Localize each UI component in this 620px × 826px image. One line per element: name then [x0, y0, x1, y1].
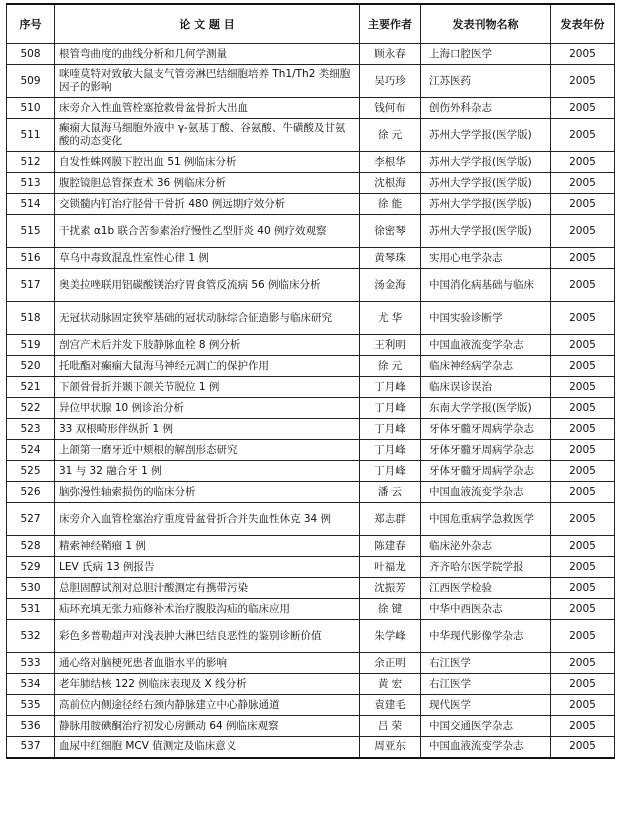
- row-title: 疝环充填无张力疝修补术治疗腹股沟疝的临床应用: [55, 599, 360, 620]
- row-journal: 苏州大学学报(医学版): [421, 194, 551, 215]
- row-year: 2005: [551, 461, 615, 482]
- row-author: 丁月峰: [360, 440, 421, 461]
- row-author: 潘 云: [360, 482, 421, 503]
- row-journal: 临床误诊误治: [421, 377, 551, 398]
- row-title: 根管弯曲度的曲线分析和几何学测量: [55, 44, 360, 65]
- row-id: 519: [7, 335, 55, 356]
- row-year: 2005: [551, 440, 615, 461]
- row-journal: 现代医学: [421, 695, 551, 716]
- row-author: 沈根海: [360, 173, 421, 194]
- row-author: 吴巧珍: [360, 65, 421, 98]
- row-author: 余正明: [360, 653, 421, 674]
- row-journal: 东南大学学报(医学版): [421, 398, 551, 419]
- row-title: 精索神经鞘瘤 1 例: [55, 536, 360, 557]
- row-author: 汤金海: [360, 269, 421, 302]
- row-id: 531: [7, 599, 55, 620]
- row-author: 徐 能: [360, 194, 421, 215]
- row-author: 叶福龙: [360, 557, 421, 578]
- row-author: 李根华: [360, 152, 421, 173]
- row-journal: 牙体牙髓牙周病学杂志: [421, 419, 551, 440]
- row-id: 521: [7, 377, 55, 398]
- table-row: [7, 695, 615, 716]
- row-journal: 齐齐哈尔医学院学报: [421, 557, 551, 578]
- row-title: 癫痫大鼠海马细胞外液中 γ-氨基丁酸、谷氨酸、牛磺酸及甘氨酸的动态变化: [55, 119, 360, 152]
- row-id: 533: [7, 653, 55, 674]
- row-title: 干扰素 α1b 联合苦参素治疗慢性乙型肝炎 40 例疗效观察: [55, 215, 360, 248]
- row-id: 517: [7, 269, 55, 302]
- row-journal: 创伤外科杂志: [421, 98, 551, 119]
- row-year: 2005: [551, 356, 615, 377]
- table-body: [7, 44, 615, 758]
- row-year: 2005: [551, 398, 615, 419]
- table-row: [7, 599, 615, 620]
- row-id: 518: [7, 302, 55, 335]
- row-year: 2005: [551, 536, 615, 557]
- table-row: [7, 152, 615, 173]
- row-title: 通心络对脑梗死患者血脂水平的影响: [55, 653, 360, 674]
- row-year: 2005: [551, 98, 615, 119]
- row-journal: 右江医学: [421, 653, 551, 674]
- row-year: 2005: [551, 482, 615, 503]
- row-year: 2005: [551, 215, 615, 248]
- row-id: 523: [7, 419, 55, 440]
- row-year: 2005: [551, 737, 615, 758]
- row-title: 彩色多普勒超声对浅表肿大淋巴结良恶性的鉴别诊断价值: [55, 620, 360, 653]
- header-author: 主要作者: [360, 4, 421, 44]
- row-year: 2005: [551, 302, 615, 335]
- row-year: 2005: [551, 557, 615, 578]
- row-journal: 江苏医药: [421, 65, 551, 98]
- row-journal: 右江医学: [421, 674, 551, 695]
- table-row: [7, 173, 615, 194]
- row-id: 528: [7, 536, 55, 557]
- row-journal: 中国血液流变学杂志: [421, 335, 551, 356]
- row-title: 老年肺结核 122 例临床表现及 X 线分析: [55, 674, 360, 695]
- table-row: [7, 248, 615, 269]
- row-year: 2005: [551, 377, 615, 398]
- row-title: 咪喹莫特对致敏大鼠支气管旁淋巴结细胞培养 Th1/Th2 类细胞因子的影响: [55, 65, 360, 98]
- row-year: 2005: [551, 335, 615, 356]
- row-journal: 临床泌外杂志: [421, 536, 551, 557]
- row-author: 陈建春: [360, 536, 421, 557]
- row-title: 上颌第一磨牙近中颊根的解剖形态研究: [55, 440, 360, 461]
- row-year: 2005: [551, 599, 615, 620]
- row-year: 2005: [551, 119, 615, 152]
- table-row: [7, 335, 615, 356]
- row-journal: 牙体牙髓牙周病学杂志: [421, 440, 551, 461]
- row-title: 33 双根畸形伴纵折 1 例: [55, 419, 360, 440]
- row-id: 530: [7, 578, 55, 599]
- row-id: 515: [7, 215, 55, 248]
- row-author: 丁月峰: [360, 377, 421, 398]
- row-author: 郑志群: [360, 503, 421, 536]
- row-title: 床旁介入性血管栓塞抢救骨盆骨折大出血: [55, 98, 360, 119]
- row-title: 静脉用胺碘酮治疗初发心房颤动 64 例临床观察: [55, 716, 360, 737]
- row-year: 2005: [551, 695, 615, 716]
- row-id: 513: [7, 173, 55, 194]
- row-id: 520: [7, 356, 55, 377]
- publication-list: [6, 3, 614, 759]
- table-row: [7, 674, 615, 695]
- row-title: 托吡酯对癫痫大鼠海马神经元凋亡的保护作用: [55, 356, 360, 377]
- row-author: 黄琴珠: [360, 248, 421, 269]
- row-title: 自发性蛛网膜下腔出血 51 例临床分析: [55, 152, 360, 173]
- row-id: 512: [7, 152, 55, 173]
- row-id: 537: [7, 737, 55, 758]
- row-title: 高前位内侧途径经右颈内静脉建立中心静脉通道: [55, 695, 360, 716]
- table-row: [7, 578, 615, 599]
- table-row: [7, 65, 615, 98]
- row-id: 526: [7, 482, 55, 503]
- row-journal: 苏州大学学报(医学版): [421, 173, 551, 194]
- publication-table: [6, 3, 615, 759]
- row-author: 徐密琴: [360, 215, 421, 248]
- row-journal: 中国危重病学急救医学: [421, 503, 551, 536]
- row-year: 2005: [551, 674, 615, 695]
- row-author: 吕 荣: [360, 716, 421, 737]
- table-row: [7, 440, 615, 461]
- row-author: 徐 元: [360, 356, 421, 377]
- row-title: 草乌中毒致混乱性室性心律 1 例: [55, 248, 360, 269]
- table-row: [7, 98, 615, 119]
- row-journal: 中国实验诊断学: [421, 302, 551, 335]
- row-journal: 苏州大学学报(医学版): [421, 152, 551, 173]
- table-row: [7, 377, 615, 398]
- row-journal: 实用心电学杂志: [421, 248, 551, 269]
- row-journal: 中国交通医学杂志: [421, 716, 551, 737]
- row-journal: 苏州大学学报(医学版): [421, 119, 551, 152]
- row-title: 床旁介入血管栓塞治疗重度骨盆骨折合并失血性休克 34 例: [55, 503, 360, 536]
- row-author: 徐 键: [360, 599, 421, 620]
- table-row: [7, 215, 615, 248]
- row-year: 2005: [551, 44, 615, 65]
- row-author: 周亚东: [360, 737, 421, 758]
- row-author: 丁月峰: [360, 461, 421, 482]
- row-id: 525: [7, 461, 55, 482]
- table-row: [7, 269, 615, 302]
- table-row: [7, 419, 615, 440]
- table-row: [7, 737, 615, 758]
- row-author: 丁月峰: [360, 419, 421, 440]
- row-journal: 中华中西医杂志: [421, 599, 551, 620]
- row-id: 522: [7, 398, 55, 419]
- row-year: 2005: [551, 248, 615, 269]
- table-row: [7, 119, 615, 152]
- row-title: LEV 氏病 13 例报告: [55, 557, 360, 578]
- row-author: 沈振芳: [360, 578, 421, 599]
- table-header-row: [7, 4, 615, 44]
- row-journal: 临床神经病学杂志: [421, 356, 551, 377]
- row-year: 2005: [551, 419, 615, 440]
- row-journal: 牙体牙髓牙周病学杂志: [421, 461, 551, 482]
- table-row: [7, 536, 615, 557]
- row-title: 奥美拉唑联用铝碳酸镁治疗胃食管反流病 56 例临床分析: [55, 269, 360, 302]
- row-title: 脑弥漫性轴索损伤的临床分析: [55, 482, 360, 503]
- row-id: 508: [7, 44, 55, 65]
- row-journal: 中华现代影像学杂志: [421, 620, 551, 653]
- row-id: 510: [7, 98, 55, 119]
- row-author: 袁建毛: [360, 695, 421, 716]
- row-year: 2005: [551, 173, 615, 194]
- table-row: [7, 302, 615, 335]
- row-id: 509: [7, 65, 55, 98]
- row-id: 514: [7, 194, 55, 215]
- header-journal: 发表刊物名称: [421, 4, 551, 44]
- row-author: 徐 元: [360, 119, 421, 152]
- table-row: [7, 194, 615, 215]
- row-author: 朱学峰: [360, 620, 421, 653]
- row-year: 2005: [551, 269, 615, 302]
- row-year: 2005: [551, 503, 615, 536]
- row-id: 524: [7, 440, 55, 461]
- table-row: [7, 716, 615, 737]
- row-title: 异位甲状腺 10 例诊治分析: [55, 398, 360, 419]
- row-id: 529: [7, 557, 55, 578]
- table-row: [7, 653, 615, 674]
- row-journal: 上海口腔医学: [421, 44, 551, 65]
- table-row: [7, 482, 615, 503]
- row-author: 尤 华: [360, 302, 421, 335]
- row-year: 2005: [551, 194, 615, 215]
- row-id: 532: [7, 620, 55, 653]
- row-year: 2005: [551, 716, 615, 737]
- row-id: 536: [7, 716, 55, 737]
- row-year: 2005: [551, 620, 615, 653]
- row-year: 2005: [551, 653, 615, 674]
- header-id: 序号: [7, 4, 55, 44]
- row-journal: 中国血液流变学杂志: [421, 482, 551, 503]
- row-author: 钱何布: [360, 98, 421, 119]
- row-author: 顾永春: [360, 44, 421, 65]
- row-title: 腹腔镜胆总管探查术 36 例临床分析: [55, 173, 360, 194]
- table-row: [7, 44, 615, 65]
- row-id: 511: [7, 119, 55, 152]
- table-row: [7, 461, 615, 482]
- row-title: 血尿中红细胞 MCV 值测定及临床意义: [55, 737, 360, 758]
- row-title: 31 与 32 融合牙 1 例: [55, 461, 360, 482]
- table-row: [7, 620, 615, 653]
- row-title: 无冠状动脉固定狭窄基础的冠状动脉综合征造影与临床研究: [55, 302, 360, 335]
- row-title: 总胆固醇试剂对总胆汁酸测定有携带污染: [55, 578, 360, 599]
- row-id: 534: [7, 674, 55, 695]
- header-year: 发表年份: [551, 4, 615, 44]
- table-row: [7, 503, 615, 536]
- row-title: 剖宫产术后并发下肢静脉血栓 8 例分析: [55, 335, 360, 356]
- row-journal: 江西医学检验: [421, 578, 551, 599]
- row-year: 2005: [551, 65, 615, 98]
- row-id: 516: [7, 248, 55, 269]
- row-author: 王利明: [360, 335, 421, 356]
- row-author: 丁月峰: [360, 398, 421, 419]
- table-row: [7, 356, 615, 377]
- row-id: 535: [7, 695, 55, 716]
- table-row: [7, 398, 615, 419]
- row-title: 下颌骨骨折并颞下颌关节脱位 1 例: [55, 377, 360, 398]
- row-author: 黄 宏: [360, 674, 421, 695]
- row-title: 交锁髓内钉治疗胫骨干骨折 480 例远期疗效分析: [55, 194, 360, 215]
- row-year: 2005: [551, 578, 615, 599]
- row-year: 2005: [551, 152, 615, 173]
- table-row: [7, 557, 615, 578]
- header-title: 论 文 题 目: [55, 4, 360, 44]
- row-journal: 中国消化病基础与临床: [421, 269, 551, 302]
- row-journal: 中国血液流变学杂志: [421, 737, 551, 758]
- row-journal: 苏州大学学报(医学版): [421, 215, 551, 248]
- row-id: 527: [7, 503, 55, 536]
